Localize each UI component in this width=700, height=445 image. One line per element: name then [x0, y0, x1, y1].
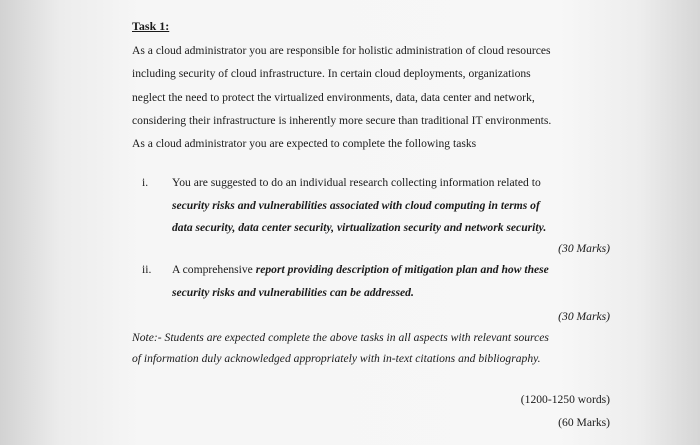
note-line: of information duly acknowledged appropriately with in-text citations and bibliography.	[132, 352, 541, 366]
item-number: i.	[142, 176, 149, 190]
item-line	[172, 259, 610, 281]
document-content	[132, 18, 610, 435]
item-line-emphasis: security risks and vulnerabilities associated with cloud computing in terms of	[172, 198, 540, 212]
note-paragraph	[132, 327, 610, 370]
intro-line: considering their infrastructure is inherently more secure than traditional IT environments.	[132, 113, 552, 127]
task-title: Task 1:	[132, 19, 170, 33]
intro-line: neglect the need to protect the virtualized environments, data, data center and network,	[132, 90, 535, 104]
intro-line: including security of cloud infrastructure. In certain cloud deployments, organizations	[132, 67, 531, 81]
intro-line: As a cloud administrator you are expected to complete the following tasks	[132, 137, 477, 151]
item-line-emphasis: security risks and vulnerabilities can be addressed.	[172, 285, 414, 299]
item-number: ii.	[142, 263, 152, 277]
total-marks: (60 Marks)	[558, 416, 610, 430]
intro-paragraph	[132, 39, 610, 155]
note-line: Note:- Students are expected complete the above tasks in all aspects with relevant sources	[132, 330, 549, 344]
document-footer	[132, 388, 610, 435]
item-line-plain: A comprehensive	[172, 263, 256, 277]
task-item-2	[132, 259, 610, 327]
item-line-emphasis: report providing description of mitigation plan and how these	[255, 263, 549, 277]
intro-line: As a cloud administrator you are responsible for holistic administration of cloud resources	[132, 44, 551, 57]
item-marks: (30 Marks)	[558, 242, 610, 256]
word-count: (1200-1250 words)	[520, 392, 610, 406]
task-item-1	[132, 172, 610, 259]
task-list	[132, 172, 610, 326]
item-line: You are suggested to do an individual research collecting information related to	[172, 176, 541, 190]
item-marks: (30 Marks)	[558, 309, 610, 323]
item-line-emphasis: data security, data center security, virtualization security and network security.	[172, 221, 547, 235]
